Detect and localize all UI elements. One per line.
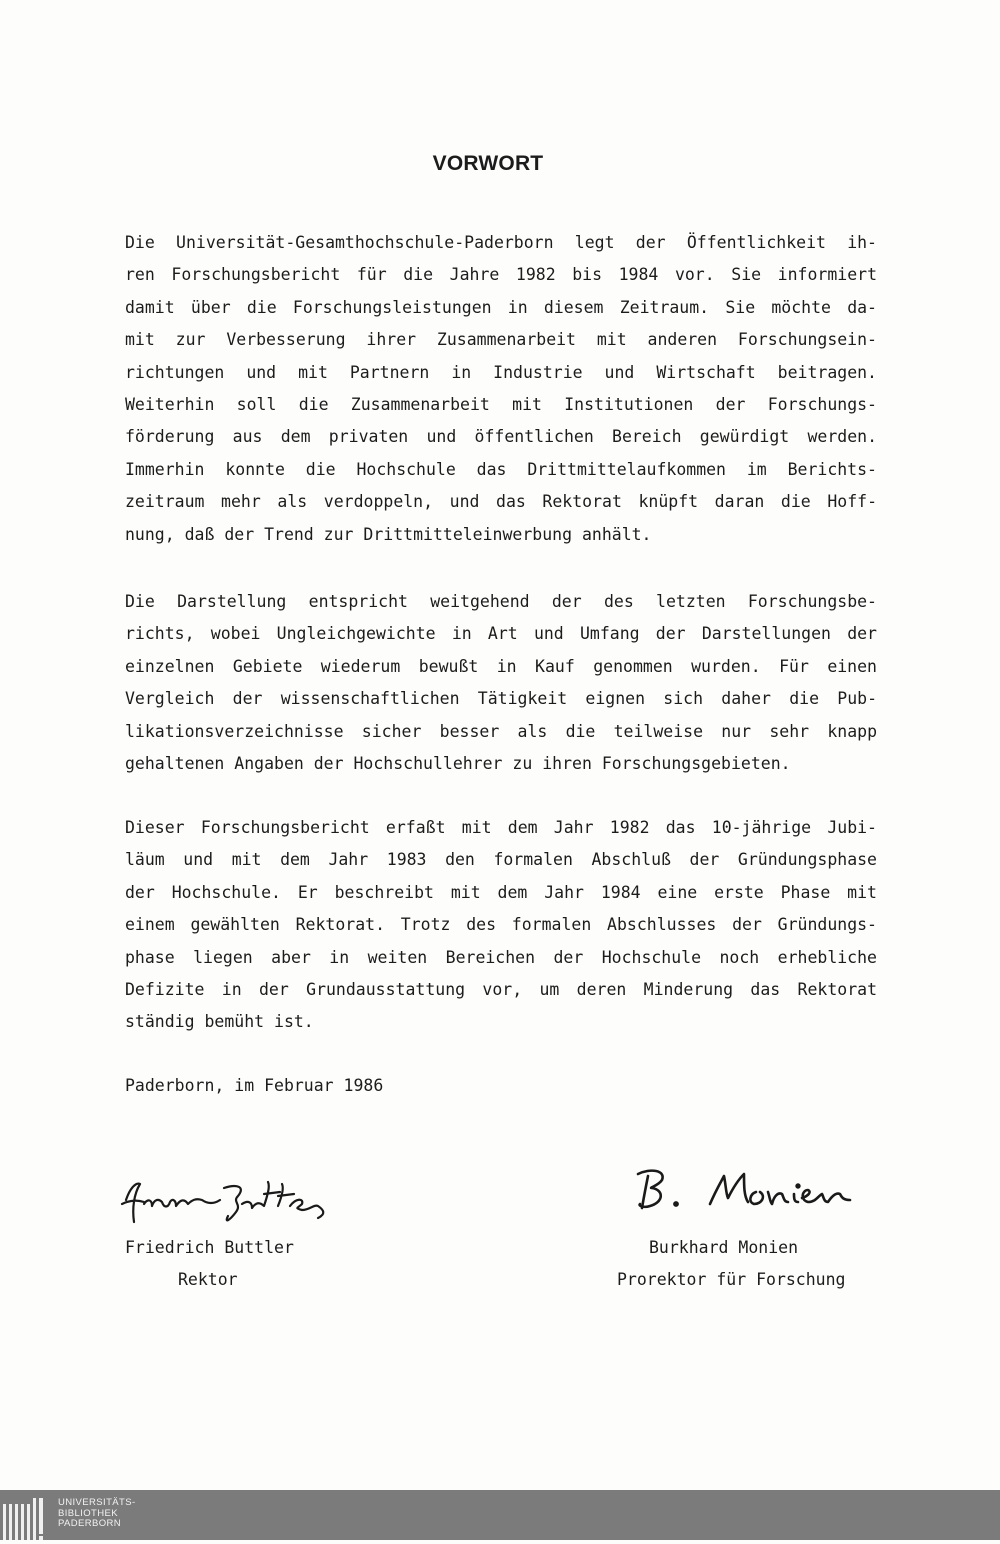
text-line: mit zur Verbesserung ihrer Zusammenarbeit mit anderen Forschungsein- — [125, 330, 877, 350]
text-line: nung, daß der Trend zur Drittmitteleinwerbung anhält. — [125, 524, 652, 544]
text-line: der Hochschule. Er beschreibt mit dem Jahr 1984 eine erste Phase mit — [125, 882, 877, 902]
library-logo-icon — [0, 1490, 48, 1540]
text-line: phase liegen aber in weiten Bereichen der Hochschule noch erhebliche — [125, 947, 877, 967]
text-line: Dieser Forschungsbericht erfaßt mit dem Jahr 1982 das 10-jährige Jubi- — [125, 818, 877, 837]
text-line: Die Universität-Gesamthochschule-Paderborn legt der Öffentlichkeit ih- — [125, 233, 877, 252]
text-line: Immerhin konnte die Hochschule das Drittmittelaufkommen im Berichts- — [125, 459, 877, 479]
paragraph-3 — [125, 812, 877, 1039]
text-line: likationsverzeichnisse sicher besser als die teilweise nur sehr knapp — [125, 721, 877, 741]
library-name-line: BIBLIOTHEK — [58, 1507, 118, 1519]
text-line: ren Forschungsbericht für die Jahre 1982 bis 1984 vor. Sie informiert — [125, 265, 877, 285]
signature-buttler-icon — [118, 1170, 333, 1230]
signatory-role-buttler: Rektor — [178, 1270, 238, 1289]
library-footer — [0, 1490, 1000, 1540]
text-line: ständig bemüht ist. — [125, 1012, 314, 1032]
library-name-line: PADERBORN — [58, 1518, 122, 1529]
place-date: Paderborn, im Februar 1986 — [125, 1076, 384, 1095]
text-line: Weiterhin soll die Zusammenarbeit mit Institutionen der Forschungs- — [125, 394, 877, 414]
text-line: Vergleich der wissenschaftlichen Tätigkeit eignen sich daher die Pub- — [125, 689, 877, 709]
text-line: Die Darstellung entspricht weitgehend der des letzten Forschungsbe- — [125, 592, 877, 611]
text-line: förderung aus dem privaten und öffentlichen Bereich gewürdigt werden. — [125, 427, 877, 447]
paragraph-2 — [125, 586, 877, 780]
text-line: richtungen und mit Partnern in Industrie und Wirtschaft beitragen. — [125, 362, 877, 382]
signature-monien-icon — [630, 1160, 860, 1218]
text-line: Defizite in der Grundausstattung vor, um deren Minderung das Rektorat — [125, 979, 877, 999]
text-line: einzelnen Gebiete wiederum bewußt in Kauf genommen wurden. Für einen — [125, 656, 877, 676]
page-title: VORWORT — [432, 152, 544, 175]
text-line: zeitraum mehr als verdoppeln, und das Rektorat knüpft daran die Hoff- — [125, 492, 877, 512]
signatory-role-monien: Prorektor für Forschung — [617, 1270, 846, 1289]
text-line: läum und mit dem Jahr 1983 den formalen Abschluß der Gründungsphase — [125, 850, 877, 870]
signatory-name-monien: Burkhard Monien — [649, 1238, 799, 1257]
text-line: gehaltenen Angaben der Hochschullehrer zu ihren Forschungsgebieten. — [125, 753, 791, 773]
signatory-name-buttler: Friedrich Buttler — [125, 1238, 294, 1257]
library-name-line: UNIVERSITÄTS- — [58, 1497, 136, 1508]
text-line: richts, wobei Ungleichgewichte in Art und Umfang der Darstellungen der — [125, 624, 877, 644]
text-line: einem gewählten Rektorat. Trotz des formalen Abschlusses der Gründungs- — [125, 915, 877, 935]
library-name — [58, 1498, 136, 1530]
text-line: damit über die Forschungsleistungen in diesem Zeitraum. Sie möchte da- — [125, 297, 877, 317]
paragraph-1 — [125, 227, 877, 551]
